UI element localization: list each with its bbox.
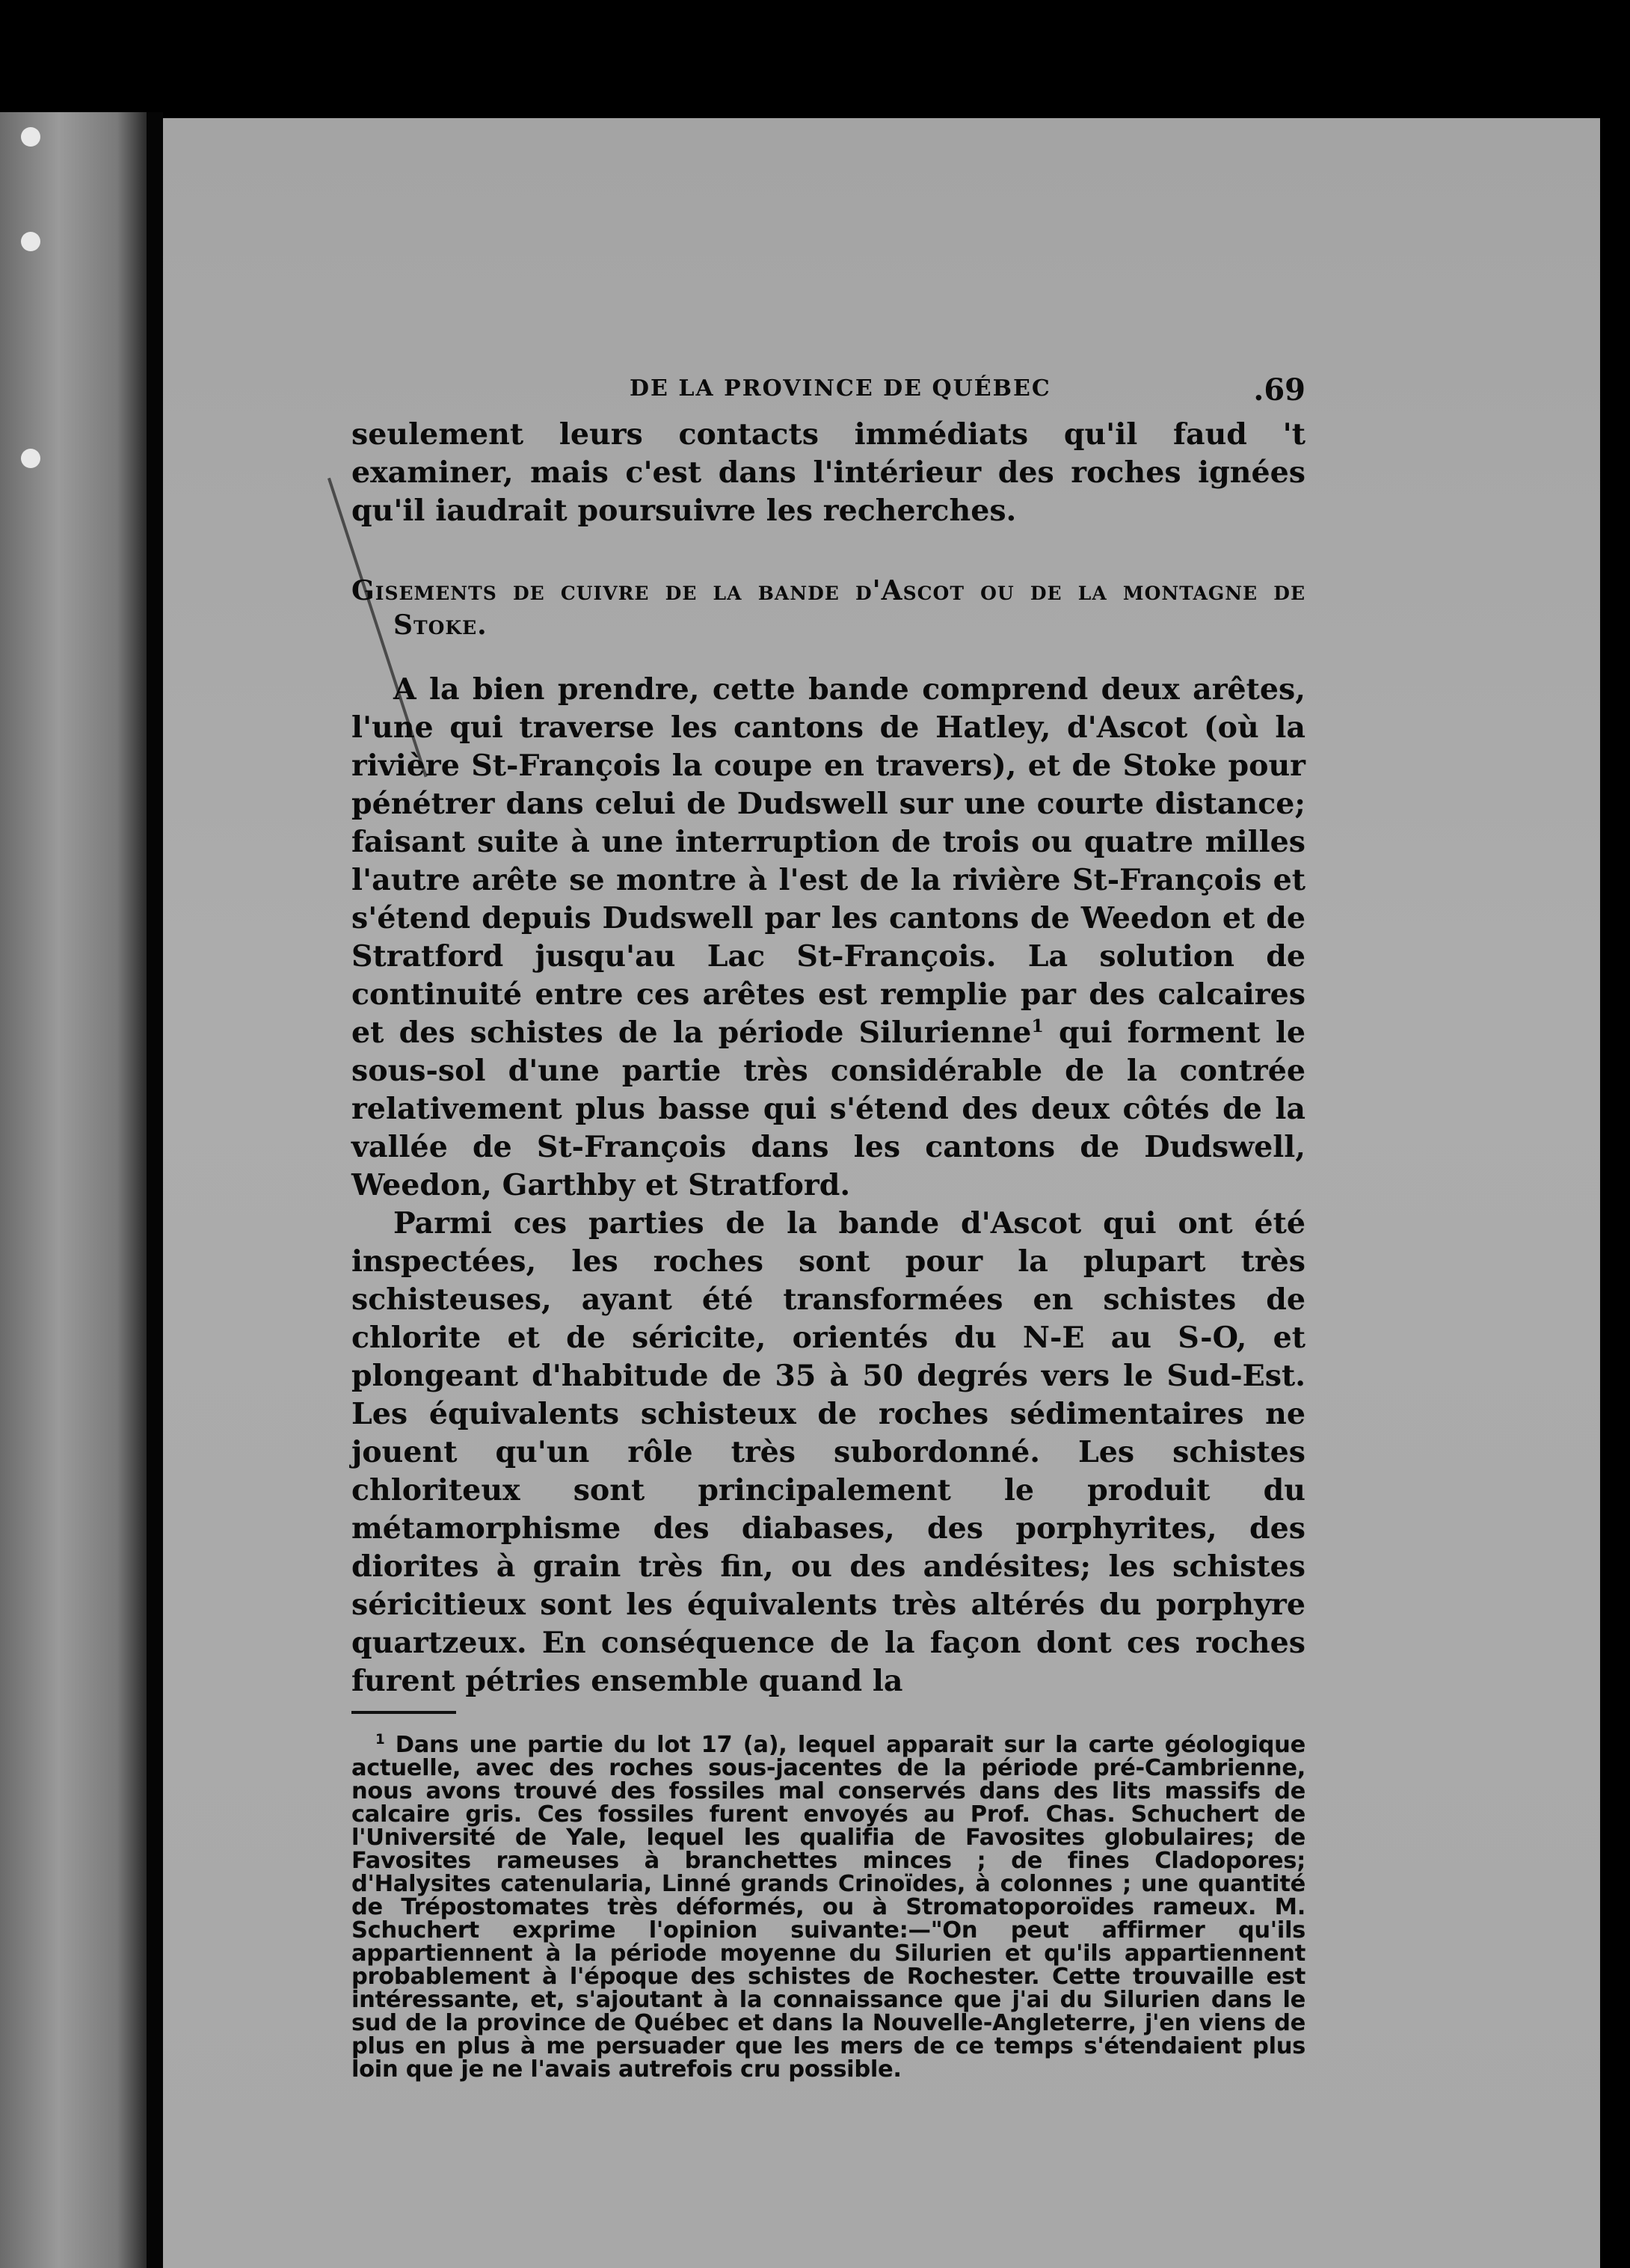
paragraph-1-part-b: qui forment le sous-sol d'une partie très considérable de la contrée relativement plus basse qui s'étend des deux côtés de la vallée de St-François dans les cantons de Dudswell, Weedon, Garthby et Stratford. [351, 1015, 1305, 1202]
footnote-text: Dans une partie du lot 17 (a), lequel apparait sur la carte géologique actuelle, avec des roches sous-jacentes de la période pré-Cambrienne, nous avons trouvé des fossiles mal conservés dans des lits massifs de calcaire gris. Ces fossiles furent envoyés au Prof. Chas. Schuchert de l'Université de Yale, lequel les qualifia de Favosites globulaires; de Favosites rameuses à branchettes minces ; de fines Cladopores; d'Halysites catenularia, Linné grands Crinoïdes, à colonnes ; une quantité de Trépostomates très déformés, ou à Stromatoporoïdes rameux. M. Schuchert exprime l'opinion suivante:—"On peut affirmer qu'ils appartiennent à la période moyenne du Silurien et qu'ils appartiennent probablement à l'époque des schistes de Rochester. Cette trouvaille est intéressante, et, s'ajoutant à la connaissance que j'ai du Silurien dans le sud de la province de Québec et dans la Nouvelle-Angleterre, j'en viens de plus en plus à me persuader que les mers de ce temps s'étendaient plus loin que je ne l'avais autrefois cru possible. [351, 1732, 1305, 2083]
book-gutter [147, 112, 163, 2268]
scan-spot [21, 232, 40, 251]
paragraph-1 [351, 671, 1305, 1205]
scan-border-right [1600, 112, 1630, 2268]
section-heading: Gisements de cuivre de la bande d'Ascot ou de la montagne de Stoke. [351, 575, 1305, 641]
facing-page-edge [0, 112, 147, 2268]
footnote [351, 1733, 1305, 2081]
footnote-marker: 1 [375, 1731, 385, 1748]
page-number: .69 [1253, 372, 1305, 408]
page-content [351, 357, 1305, 2081]
footnote-rule [351, 1711, 456, 1714]
running-head [351, 357, 1305, 410]
continued-paragraph: seulement leurs contacts immédiats qu'il faud 't examiner, mais c'est dans l'intérieur des roches ignées qu'il iaudrait poursuivre les recherches. [351, 417, 1305, 528]
running-head-title: DE LA PROVINCE DE QUÉBEC [630, 375, 1051, 402]
paragraph-2: Parmi ces parties de la bande d'Ascot qui ont été inspectées, les roches sont pour la plupart très schisteuses, ayant été transformées en schistes de chlorite et de séricite, orientés du N-E au S-O, et plongeant d'habitude de 35 à 50 degrés vers le Sud-Est. Les équivalents schisteux de roches sédimentaires ne jouent qu'un rôle très subordonné. Les schistes chloriteux sont principalement le produit du métamorphisme des diabases, des porphyrites, des diorites à grain très fin, ou des andésites; les schistes séricitieux sont les équivalents très altérés du porphyre quartzeux. En conséquence de la façon dont ces roches furent pétries ensemble quand la [351, 1206, 1305, 1698]
scan-spot [21, 127, 40, 147]
footnote-reference: 1 [1031, 1015, 1044, 1036]
paragraph-1-part-a: A la bien prendre, cette bande comprend deux arêtes, l'une qui traverse les cantons de Hatley, d'Ascot (où la rivière St-François la coupe en travers), et de Stoke pour pénétrer dans celui de Dudswell sur une courte distance; faisant suite à une interruption de trois ou quatre milles l'autre arête se montre à l'est de la rivière St-François et s'étend depuis Dudswell par les cantons de Weedon et de Stratford jusqu'au Lac St-François. La solution de continuité entre ces arêtes est remplie par des calcaires et des schistes de la période Silurienne [351, 672, 1305, 1050]
scan-spot [21, 449, 40, 468]
